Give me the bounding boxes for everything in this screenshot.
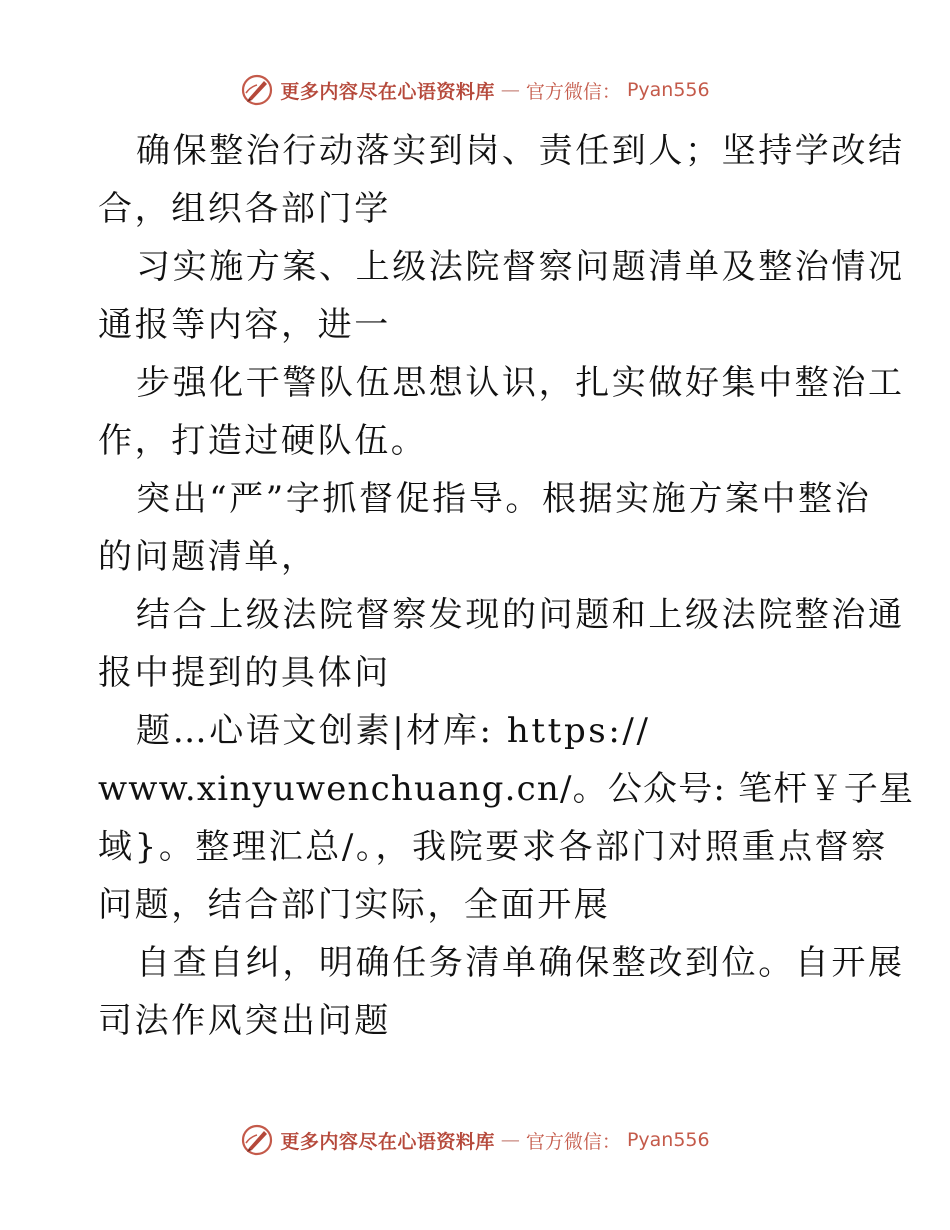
banner-separator: —: [500, 79, 520, 101]
body-line: 的问题清单，: [98, 537, 318, 577]
header-watermark: [0, 72, 950, 108]
body-line: 问题，结合部门实际，全面开展: [98, 885, 611, 925]
body-line: 题…心语文创素|材库: https://: [136, 711, 651, 751]
banner-wechat-label: 官方微信：: [525, 80, 621, 103]
body-line: 习实施方案、上级法院督察问题清单及整治情况: [136, 247, 905, 287]
body-line: 步强化干警队伍思想认识，扎实做好集中整治工: [136, 363, 905, 403]
quill-pen-logo-icon: [240, 1123, 274, 1157]
body-line: 确保整治行动落实到岗、责任到人；坚持学改结: [136, 131, 905, 171]
body-line: 突出“严”字抓督促指导。根据实施方案中整治: [136, 479, 872, 519]
body-line: 报中提到的具体问: [98, 653, 391, 693]
body-line: 司法作风突出问题: [98, 1001, 391, 1041]
body-line: 自查自纠，明确任务清单确保整改到位。自开展: [136, 943, 905, 983]
banner-separator: —: [500, 1129, 520, 1151]
body-line: 作，打造过硬队伍。: [98, 421, 428, 461]
body-line: 域}。整理汇总/。，我院要求各部门对照重点督察: [98, 827, 888, 867]
body-line: 结合上级法院督察发现的问题和上级法院整治通: [136, 595, 905, 635]
quill-pen-logo-icon: [240, 73, 274, 107]
footer-watermark: [0, 1122, 950, 1158]
banner-wechat-id: Pyan556: [626, 79, 710, 101]
banner-brand-text: 更多内容尽在心语资料库: [280, 80, 495, 103]
body-line: www.xinyuwenchuang.cn/。公众号: 笔杆￥子星: [98, 769, 915, 809]
body-line: 通报等内容，进一: [98, 305, 391, 345]
body-line: 合，组织各部门学: [98, 189, 391, 229]
banner-wechat-id: Pyan556: [626, 1129, 710, 1151]
banner-wechat-label: 官方微信：: [525, 1130, 621, 1153]
banner-brand-text: 更多内容尽在心语资料库: [280, 1130, 495, 1153]
